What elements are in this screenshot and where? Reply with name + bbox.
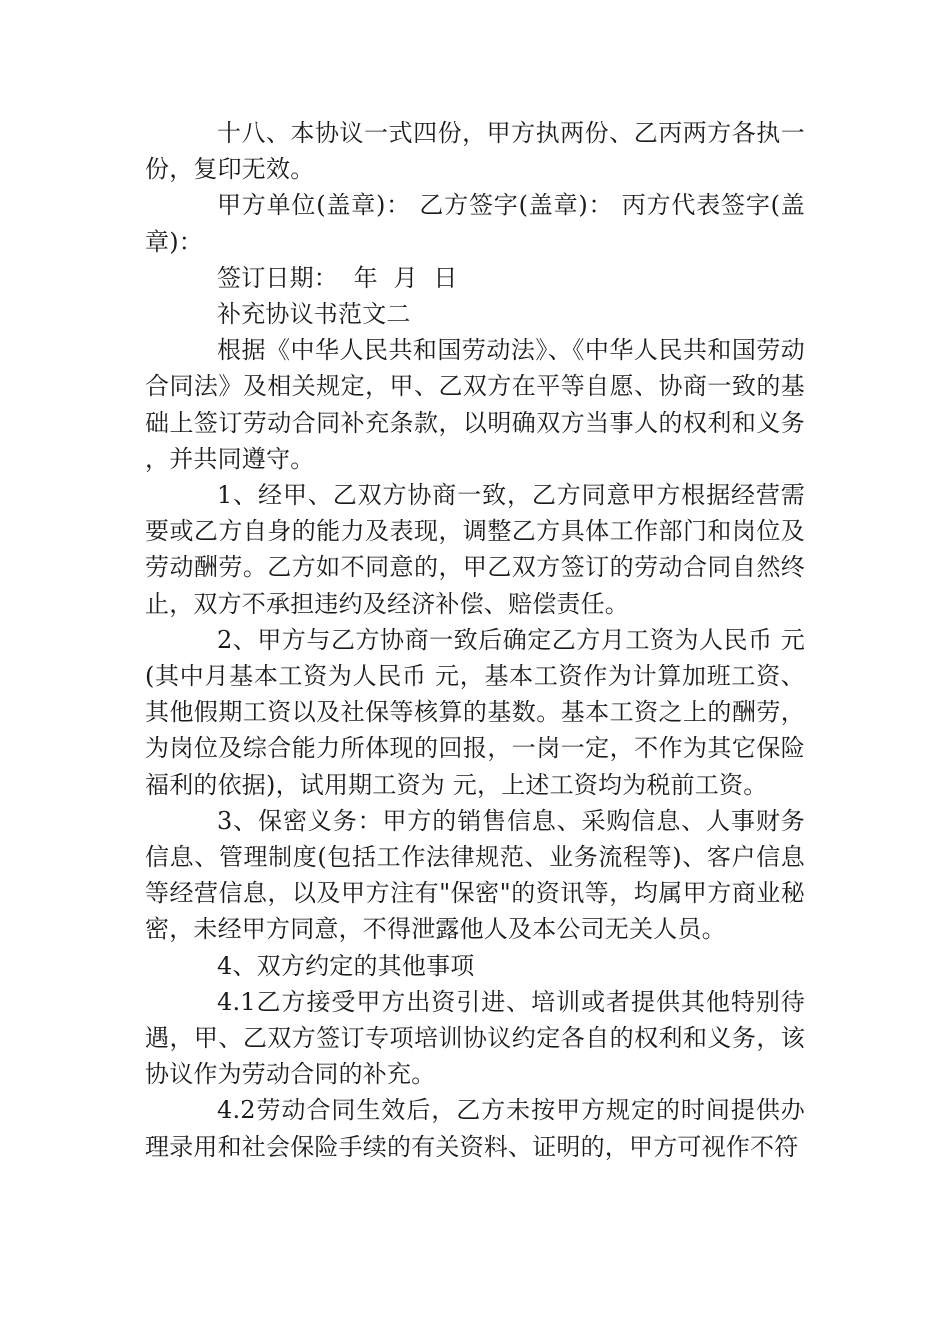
clause-3: 3、保密义务：甲方的销售信息、采购信息、人事财务信息、管理制度(包括工作法律规范、业务流程等)、客户信息等经营信息，以及甲方注有"保密"的资讯等，均属甲方商业秘密，未经甲方同意，不得泄露他人及本公司无关人员。	[145, 806, 805, 944]
signing-date-text: 签订日期： 年 月 日	[217, 263, 458, 292]
clause-4-2: 4.2劳动合同生效后，乙方未按甲方规定的时间提供办理录用和社会保险手续的有关资料、证明的，甲方可视作不符	[145, 1096, 805, 1161]
signing-date-line	[145, 260, 805, 296]
preamble-paragraph: 根据《中华人民共和国劳动法》、《中华人民共和国劳动合同法》及相关规定，甲、乙双方在平等自愿、协商一致的基础上签订劳动合同补充条款，以明确双方当事人的权利和义务，并共同遵守。	[145, 336, 805, 473]
clause-4-heading: 4、双方约定的其他事项	[217, 951, 475, 980]
section-title: 补充协议书范文二	[217, 300, 411, 329]
clause-18-copies: 十八、本协议一式四份，甲方执两份、乙丙两方各执一份，复印无效。	[145, 119, 805, 184]
document-page	[145, 115, 805, 1165]
clause-2: 2、甲方与乙方协商一致后确定乙方月工资为人民币 元(其中月基本工资为人民币 元，基本工资作为计算加班工资、其他假期工资以及社保等核算的基数。基本工资之上的酬劳，为岗位及综合能力所体现的回报，一岗一定，不作为其它保险福利的依据)，试用期工资为 元，上述工资均为税前工资。	[145, 625, 805, 799]
clause-1: 1、经甲、乙双方协商一致，乙方同意甲方根据经营需要或乙方自身的能力及表现，调整乙方具体工作部门和岗位及劳动酬劳。乙方如不同意的，甲乙双方签订的劳动合同自然终止，双方不承担违约及经济补偿、赔偿责任。	[145, 481, 805, 618]
clause-4-1: 4.1乙方接受甲方出资引进、培训或者提供其他特别待遇，甲、乙双方签订专项培训协议约定各自的权利和义务，该协议作为劳动合同的补充。	[145, 987, 805, 1089]
signature-line: 甲方单位(盖章)： 乙方签字(盖章)： 丙方代表签字(盖章)：	[145, 191, 805, 256]
